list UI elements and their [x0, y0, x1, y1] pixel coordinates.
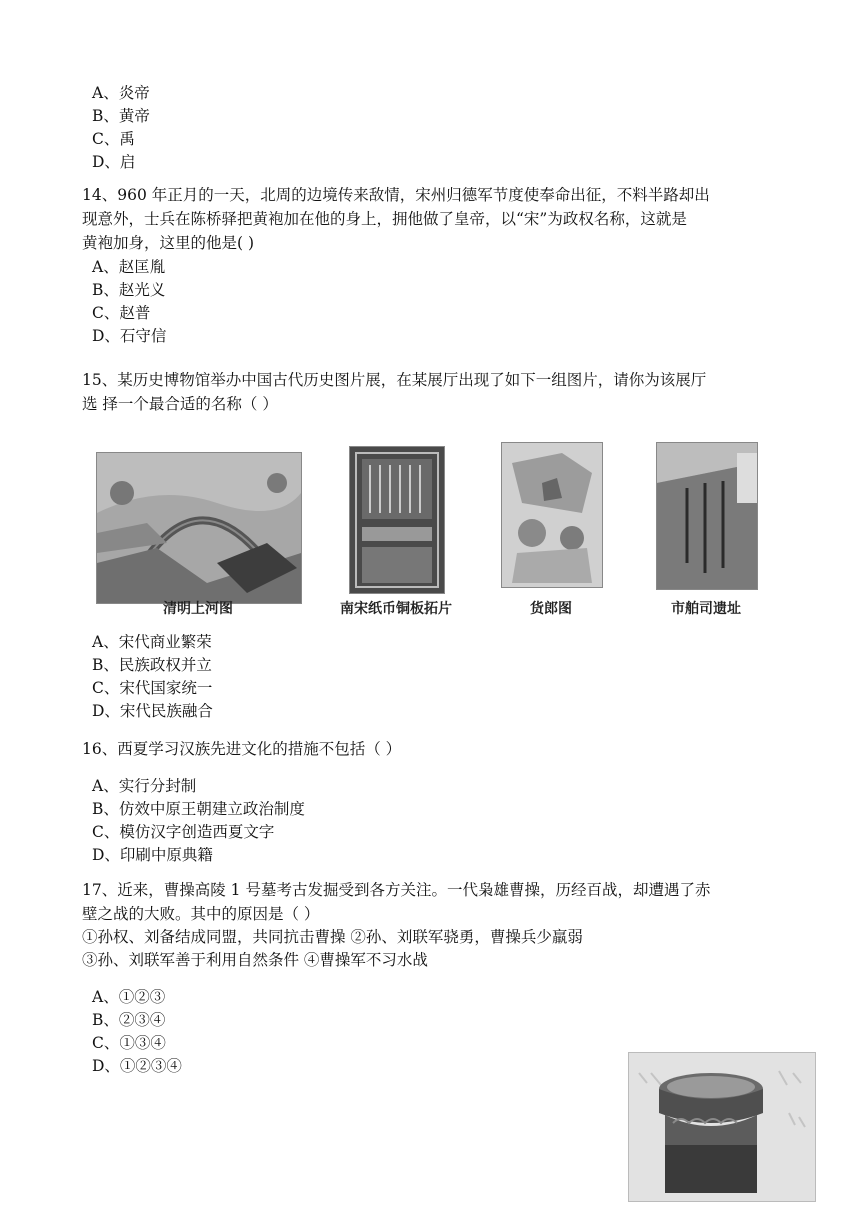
caption-huolang: 货郎图	[530, 601, 572, 617]
q15-stem-line2: 选 择一个最合适的名称（ ）	[82, 395, 278, 413]
q14-option-d: D、石守信	[92, 327, 167, 345]
shibosi-site-image	[656, 442, 758, 590]
stone-seal-image	[628, 1052, 816, 1202]
q15-option-a: A、宋代商业繁荣	[92, 633, 212, 651]
q13-option-d: D、启	[92, 153, 136, 171]
q13-option-b: B、黄帝	[92, 107, 150, 125]
caption-qingming: 清明上河图	[163, 601, 233, 617]
caption-shibosi-site: 市舶司遗址	[671, 601, 741, 617]
q15-option-d: D、宋代民族融合	[92, 702, 213, 720]
q17-stem-line2: 壁之战的大败。其中的原因是（ ）	[82, 905, 320, 923]
q16-option-c: C、模仿汉字创造西夏文字	[92, 823, 275, 841]
q14-option-b: B、赵光义	[92, 281, 166, 299]
caption-banknote-rubbing: 南宋纸币铜板拓片	[340, 601, 452, 617]
q13-option-a: A、炎帝	[92, 84, 150, 102]
q17-statements-line1: ①孙权、刘备结成同盟，共同抗击曹操 ②孙、刘联军骁勇，曹操兵少羸弱	[82, 928, 583, 946]
q17-option-d: D、①②③④	[92, 1057, 182, 1075]
q15-option-c: C、宋代国家统一	[92, 679, 213, 697]
q16-option-a: A、实行分封制	[92, 777, 197, 795]
q17-statements-line2: ③孙、刘联军善于利用自然条件 ④曹操军不习水战	[82, 951, 428, 969]
q16-stem-line1: 16、西夏学习汉族先进文化的措施不包括（ ）	[82, 740, 402, 758]
q17-option-b: B、②③④	[92, 1011, 166, 1029]
q17-stem-line1: 17、近来，曹操高陵 1 号墓考古发掘受到各方关注。一代枭雄曹操，历经百战，却遭遇了赤	[82, 881, 711, 899]
huolang-painting-image	[501, 442, 603, 588]
q14-stem-line2: 现意外，士兵在陈桥驿把黄袍加在他的身上，拥他做了皇帝，以“宋”为政权名称，这就是	[82, 210, 687, 228]
q16-option-b: B、仿效中原王朝建立政治制度	[92, 800, 305, 818]
q14-option-a: A、赵匡胤	[92, 258, 166, 276]
q16-option-d: D、印刷中原典籍	[92, 846, 213, 864]
q15-stem-line1: 15、某历史博物馆举办中国古代历史图片展，在某展厅出现了如下一组图片，请你为该展厅	[82, 371, 707, 389]
qingming-painting-image	[96, 452, 302, 604]
q15-option-b: B、民族政权并立	[92, 656, 212, 674]
q17-option-c: C、①③④	[92, 1034, 166, 1052]
q14-option-c: C、赵普	[92, 304, 151, 322]
q17-option-a: A、①②③	[92, 988, 166, 1006]
q14-stem-line1: 14、960 年正月的一天，北周的边境传来敌情，宋州归德军节度使奉命出征，不料半路却出	[82, 186, 710, 204]
banknote-rubbing-image	[349, 446, 445, 594]
q13-option-c: C、禹	[92, 130, 135, 148]
q14-stem-line3: 黄袍加身，这里的他是( )	[82, 234, 255, 252]
